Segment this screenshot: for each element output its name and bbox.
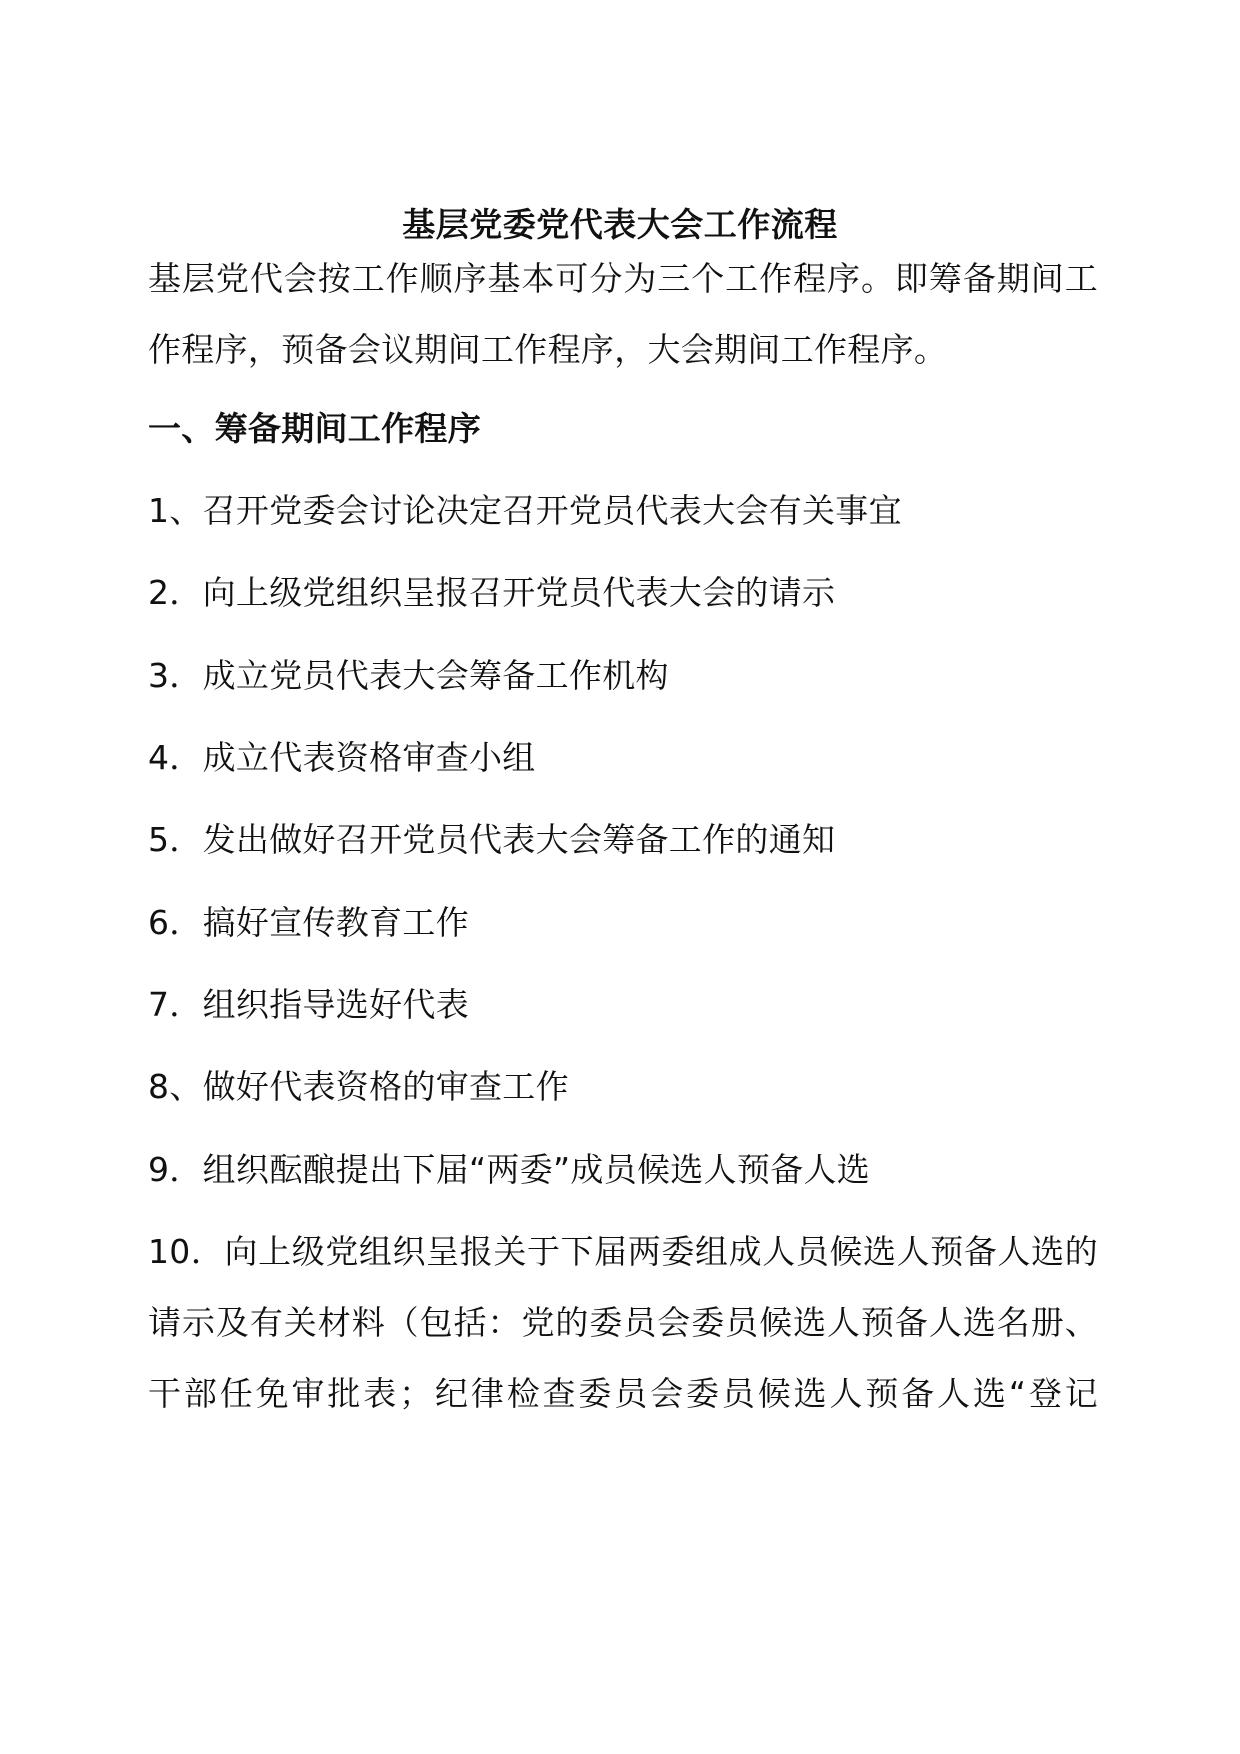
list-item-9: 9．组织酝酿提出下届“两委”成员候选人预备人选 bbox=[148, 1150, 871, 1189]
list-item-4: 4．成立代表资格审查小组 bbox=[148, 738, 536, 777]
intro-line-2: 作程序，预备会议期间工作程序，大会期间工作程序。 bbox=[148, 330, 948, 369]
list-item-8: 8、做好代表资格的审查工作 bbox=[148, 1067, 569, 1106]
list-item-10-line-3: 干部任免审批表；纪律检查委员会委员候选人预备人选“登记 bbox=[148, 1374, 1098, 1413]
list-item-10-line-2: 请示及有关材料（包括：党的委员会委员候选人预备人选名册、 bbox=[148, 1303, 1098, 1342]
list-item-5: 5．发出做好召开党员代表大会筹备工作的通知 bbox=[148, 820, 836, 859]
list-item-3: 3．成立党员代表大会筹备工作机构 bbox=[148, 656, 669, 695]
document-title: 基层党委党代表大会工作流程 bbox=[402, 205, 838, 244]
list-item-6: 6．搞好宣传教育工作 bbox=[148, 903, 469, 942]
section-heading: 一、筹备期间工作程序 bbox=[148, 409, 481, 448]
intro-line-1: 基层党代会按工作顺序基本可分为三个工作程序。即筹备期间工 bbox=[148, 259, 1098, 298]
list-item-7: 7．组织指导选好代表 bbox=[148, 985, 469, 1024]
list-item-10-line-1: 10．向上级党组织呈报关于下届两委组成人员候选人预备人选的 bbox=[148, 1232, 1098, 1271]
list-item-2: 2．向上级党组织呈报召开党员代表大会的请示 bbox=[148, 573, 836, 612]
list-item-1: 1、召开党委会讨论决定召开党员代表大会有关事宜 bbox=[148, 491, 902, 530]
